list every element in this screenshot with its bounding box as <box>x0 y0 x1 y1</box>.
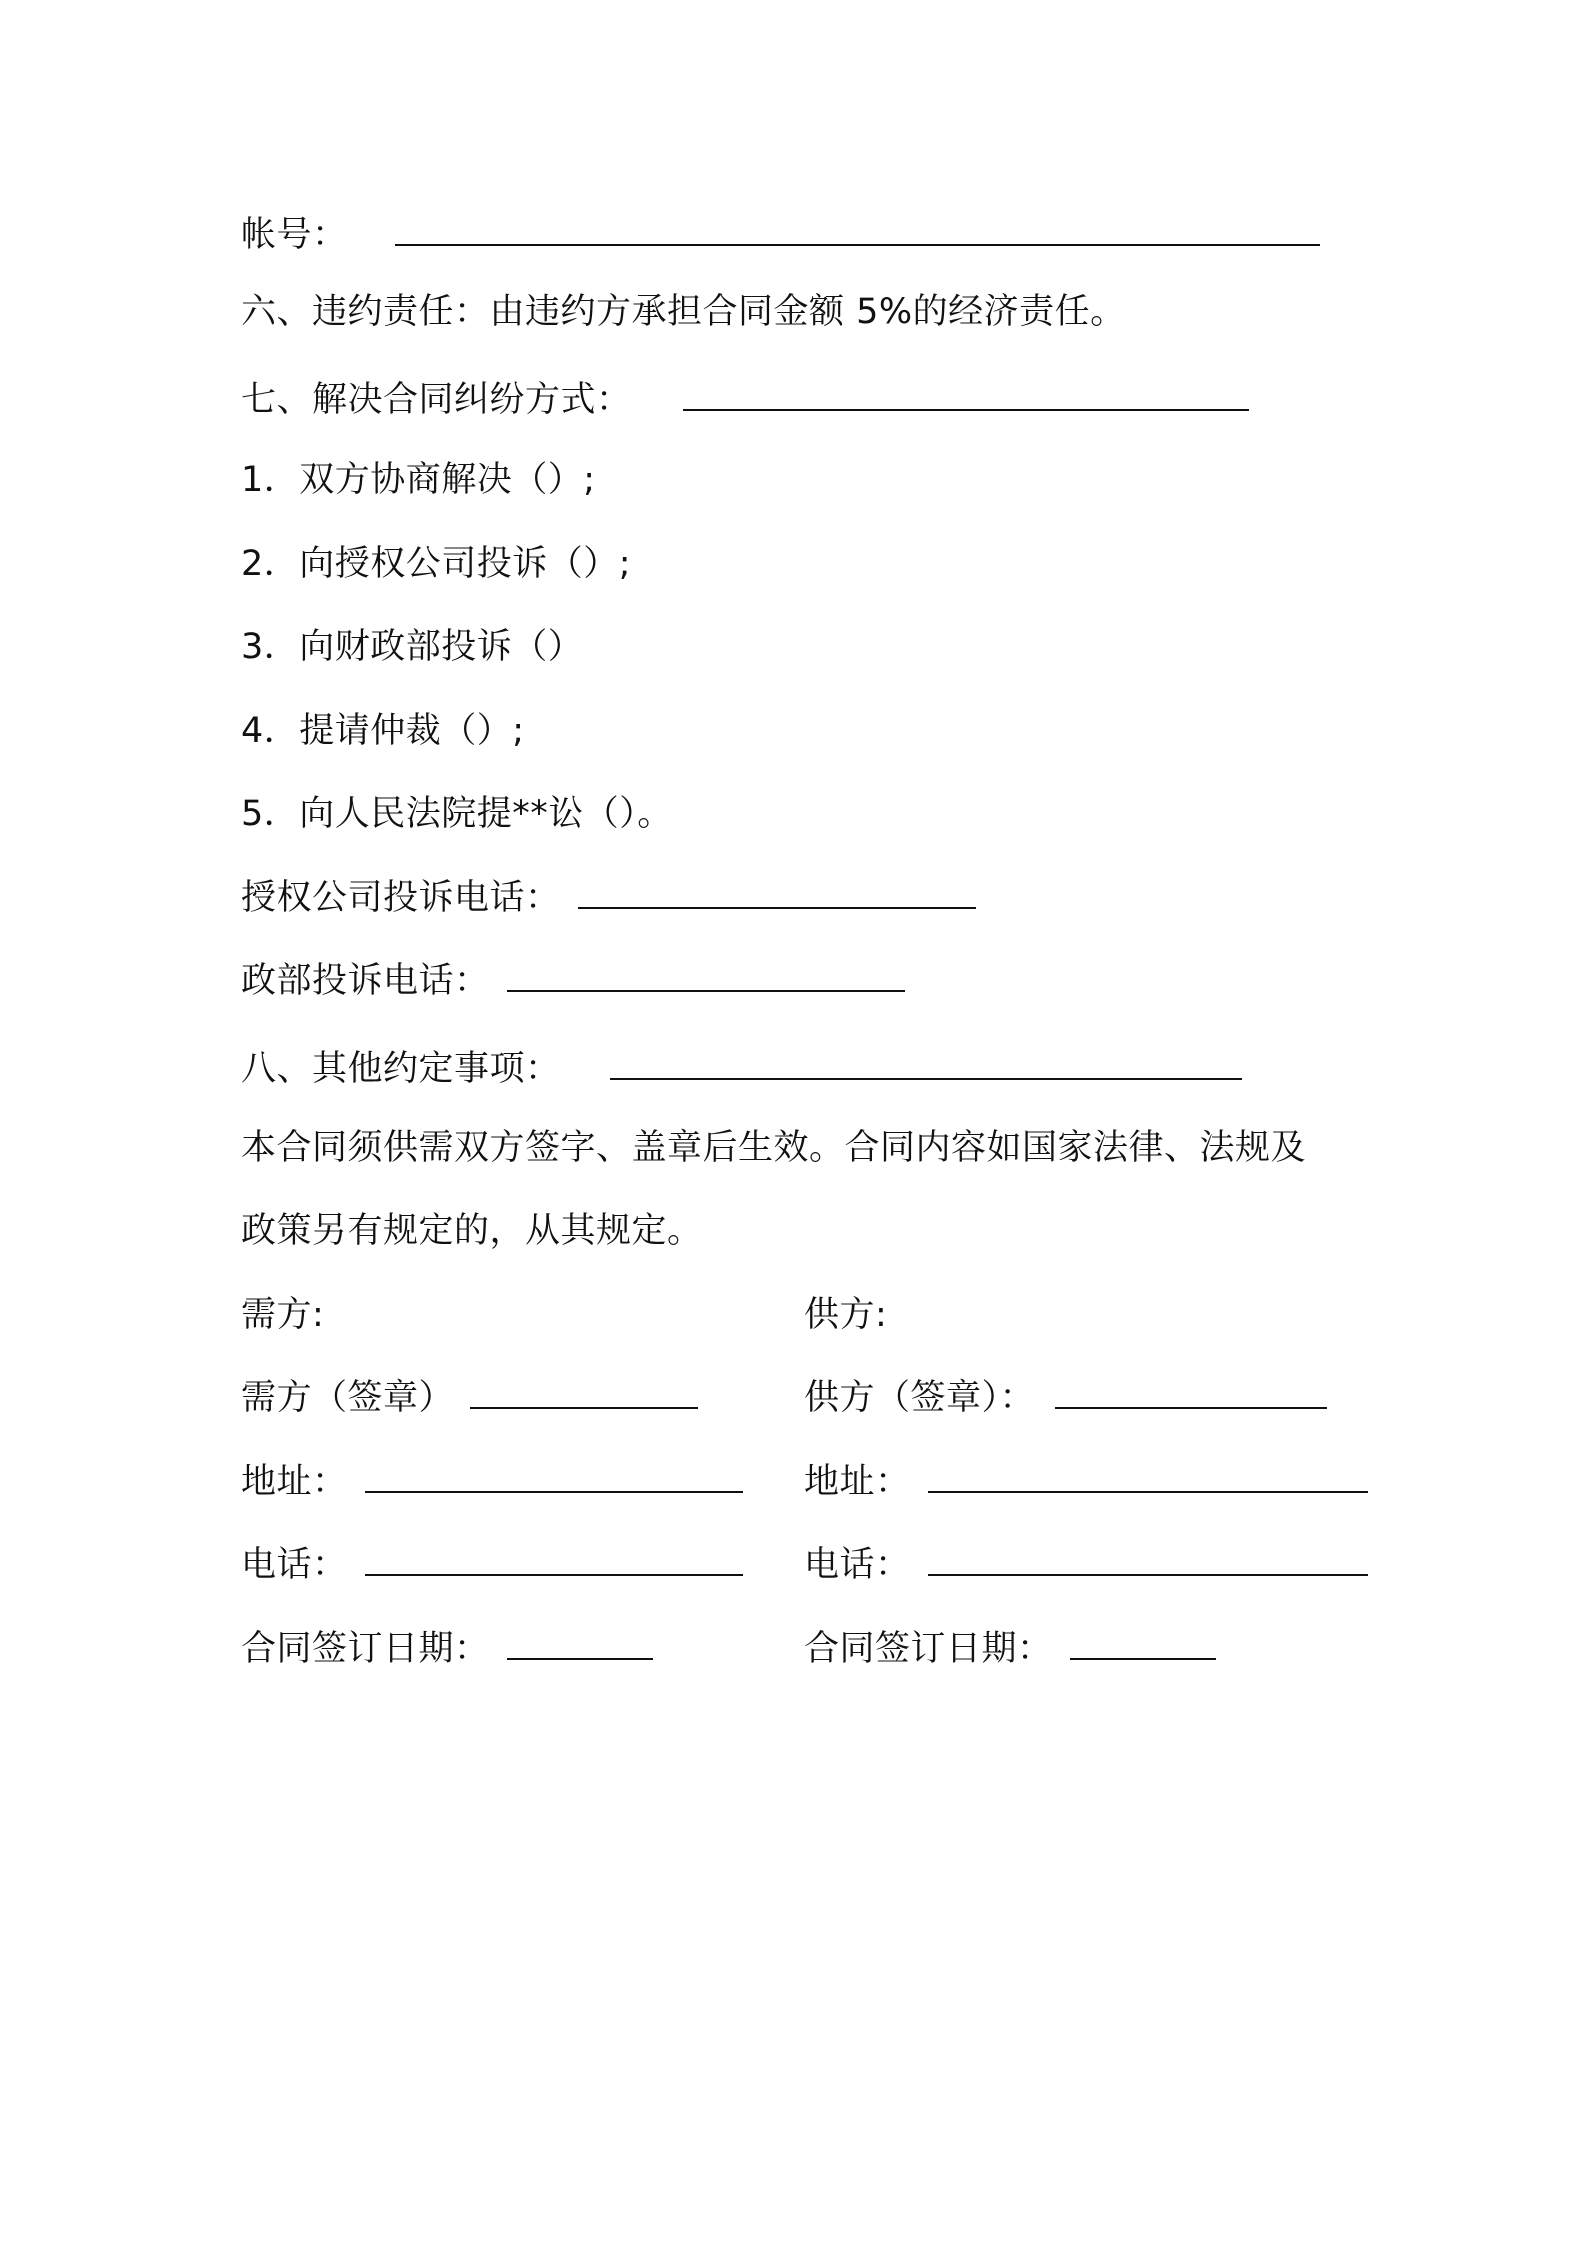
seller-date-label: 合同签订日期： <box>804 1629 1053 1669</box>
dispute-option-3: 3．向财政部投诉（） <box>241 627 584 667</box>
auth-phone-label: 授权公司投诉电话： <box>241 878 561 918</box>
buyer-date-line <box>241 1624 653 1674</box>
seller-seal-label: 供方（签章）： <box>804 1378 1036 1418</box>
buyer-address-label: 地址： <box>241 1462 348 1502</box>
auth-phone-blank <box>578 877 976 909</box>
other-terms-label: 八、其他约定事项： <box>241 1049 561 1089</box>
effect-clause-line-2: 政策另有规定的，从其规定。 <box>241 1211 703 1251</box>
account-blank <box>395 214 1320 246</box>
seller-address-line <box>804 1457 1368 1507</box>
buyer-address-blank <box>365 1461 743 1493</box>
dispute-option-1: 1．双方协商解决（）; <box>241 460 596 500</box>
seller-label: 供方: <box>804 1295 888 1335</box>
seller-seal-line <box>804 1373 1327 1423</box>
seller-date-line <box>804 1624 1216 1674</box>
buyer-address-line <box>241 1457 743 1507</box>
buyer-seal-line <box>241 1373 698 1423</box>
seller-date-blank <box>1070 1628 1216 1660</box>
other-terms-line <box>241 1044 1242 1094</box>
breach-clause: 六、违约责任：由违约方承担合同金额 5%的经济责任。 <box>241 292 1126 332</box>
dispute-option-5: 5．向人民法院提**讼（）。 <box>241 794 673 834</box>
dispute-blank <box>683 379 1249 411</box>
seller-address-blank <box>928 1461 1368 1493</box>
dispute-option-2: 2．向授权公司投诉（）; <box>241 544 632 584</box>
seller-phone-line <box>804 1540 1368 1590</box>
buyer-label: 需方: <box>241 1295 325 1335</box>
seller-seal-blank <box>1055 1377 1327 1409</box>
buyer-phone-blank <box>365 1544 743 1576</box>
auth-phone-line <box>241 873 976 923</box>
dept-phone-line <box>241 956 905 1006</box>
buyer-seal-blank <box>470 1377 698 1409</box>
dispute-option-4: 4．提请仲裁（）; <box>241 711 525 751</box>
seller-phone-blank <box>928 1544 1368 1576</box>
account-line <box>241 210 1320 260</box>
buyer-date-blank <box>507 1628 653 1660</box>
other-terms-blank <box>610 1048 1242 1080</box>
seller-phone-label: 电话： <box>804 1545 911 1585</box>
buyer-seal-label: 需方（签章） <box>241 1378 455 1418</box>
seller-address-label: 地址： <box>804 1462 911 1502</box>
buyer-date-label: 合同签订日期： <box>241 1629 490 1669</box>
account-label: 帐号： <box>241 215 348 255</box>
dept-phone-blank <box>507 960 905 992</box>
buyer-phone-line <box>241 1540 743 1590</box>
effect-clause-line-1: 本合同须供需双方签字、盖章后生效。合同内容如国家法律、法规及 <box>241 1128 1307 1168</box>
dispute-line <box>241 375 1249 425</box>
buyer-phone-label: 电话： <box>241 1545 348 1585</box>
dept-phone-label: 政部投诉电话： <box>241 961 490 1001</box>
dispute-label: 七、解决合同纠纷方式： <box>241 380 632 420</box>
